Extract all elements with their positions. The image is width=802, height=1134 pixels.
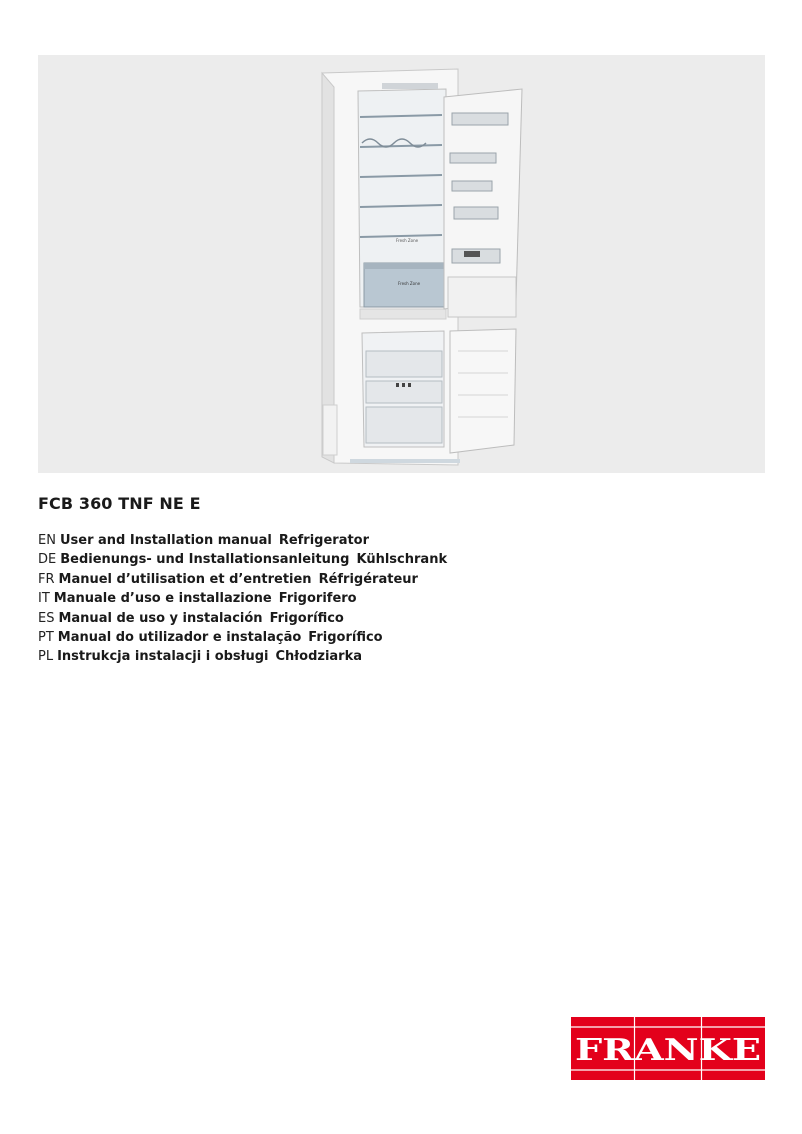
manual-row-it bbox=[38, 589, 447, 608]
product-type: Frigorífico bbox=[269, 610, 344, 626]
manual-title: Manual de uso y instalación bbox=[58, 610, 263, 626]
language-code: PL bbox=[38, 649, 54, 665]
model-title: FCB 360 TNF NE E bbox=[38, 494, 201, 513]
franke-logo bbox=[571, 1017, 765, 1080]
manual-title: Bedienungs- und Installationsanleitung bbox=[60, 552, 350, 568]
manual-row-en bbox=[38, 531, 447, 550]
language-code: PT bbox=[38, 629, 54, 645]
language-code: IT bbox=[38, 591, 50, 607]
product-type: Chłodziarka bbox=[275, 649, 362, 665]
manual-title: Manual do utilizador e instalação bbox=[57, 629, 302, 645]
product-type: Kühlschrank bbox=[356, 552, 448, 568]
manual-row-pt bbox=[38, 628, 447, 647]
manual-row-pl bbox=[38, 647, 447, 666]
manual-row-es bbox=[38, 609, 447, 628]
manual-title: Manuel d’utilisation et d’entretien bbox=[58, 571, 312, 587]
manual-row-fr bbox=[38, 570, 447, 589]
manual-language-list bbox=[38, 531, 447, 667]
manual-row-de bbox=[38, 550, 447, 569]
manual-title: Instrukcja instalacji i obsługi bbox=[57, 649, 269, 665]
franke-wordmark bbox=[571, 1017, 765, 1080]
product-type: Frigorifero bbox=[278, 591, 357, 607]
manual-title: User and Installation manual bbox=[59, 533, 272, 548]
manual-title: Manuale d’uso e installazione bbox=[53, 591, 272, 607]
product-type: Réfrigérateur bbox=[318, 571, 418, 587]
language-code: EN bbox=[38, 533, 56, 548]
brand-name: FRANKE bbox=[575, 1033, 761, 1068]
refrigerator-illustration bbox=[38, 55, 765, 473]
language-code: DE bbox=[38, 552, 57, 568]
product-type: Frigorífico bbox=[308, 629, 383, 645]
fresh-zone-label-upper: Fresh Zone bbox=[396, 238, 419, 243]
language-code: ES bbox=[38, 610, 55, 626]
product-type: Refrigerator bbox=[278, 533, 370, 548]
product-image-panel bbox=[38, 55, 765, 473]
language-code: FR bbox=[38, 571, 55, 587]
fresh-zone-label-drawer: Fresh Zone bbox=[398, 281, 421, 286]
